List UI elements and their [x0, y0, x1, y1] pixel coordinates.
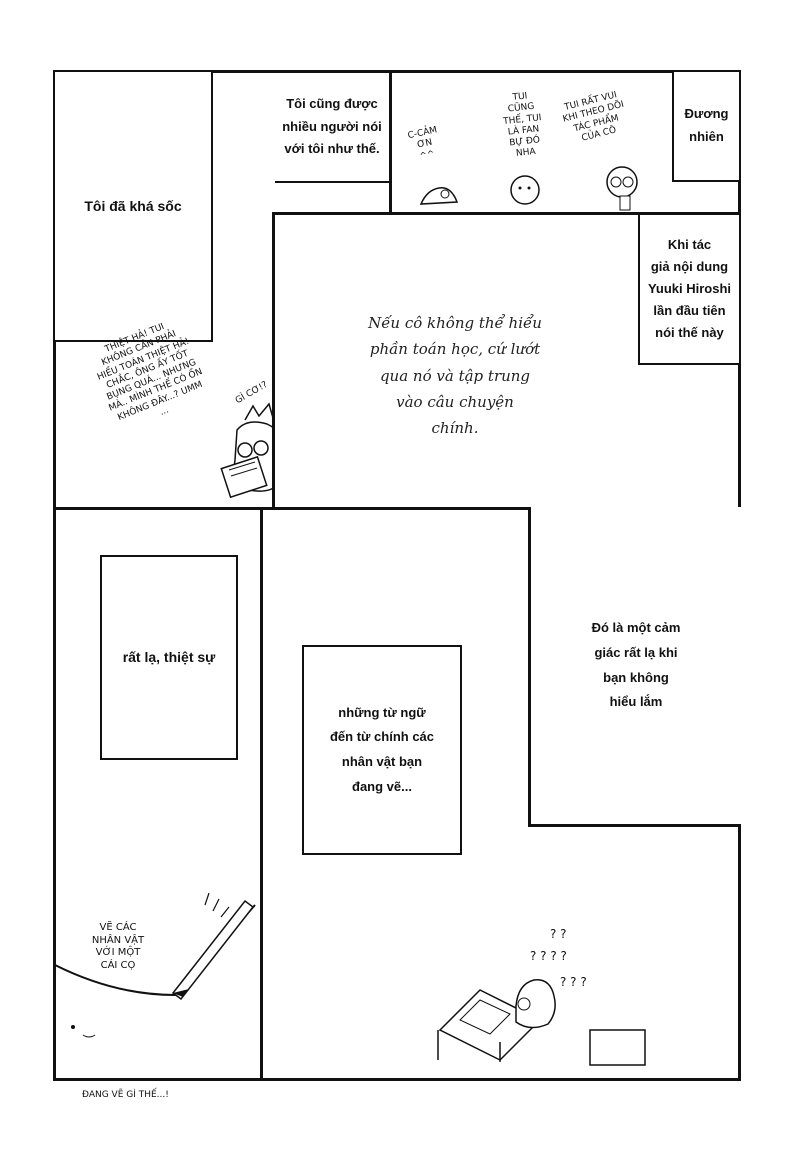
thought-bubble-relief: THIỆT HẢ! TUI KHÔNG CẦN PHẢI HIỂU TOÁN THIỆT HẢ! CHẮC, ÔNG ẤY TỐT BỤNG QUÁ... NHƯNG MÀ.. MÌNH THỂ CÓ ỔN KHÔNG ĐÂY...? UMM ... [95, 321, 205, 423]
svg-text:? ?: ? ? [550, 927, 567, 941]
svg-text:? ? ? ?: ? ? ? ? [530, 949, 567, 963]
caption-box-author-said: Khi tác giả nội dung Yuuki Hiroshi lần đầu tiên nói thế này [638, 215, 739, 365]
narration-math-advice: Nếu cô không thể hiểu phần toán học, cứ lướt qua nó và tập trung vào câu chuyện chính. [368, 314, 542, 437]
caption-box-words-characters: những từ ngữ đến từ chính các nhân vật bạn đang vẽ... [302, 645, 462, 855]
svg-text:? ? ?: ? ? ? [560, 975, 587, 989]
footer-note: ĐANG VẼ GÌ THẾ...! [82, 1090, 169, 1100]
character-glasses [600, 162, 644, 212]
character-small-thanks [415, 180, 465, 210]
caption-box-really-strange: rất lạ, thiệt sự [100, 555, 238, 760]
exclaim-text: GÌ CƠ!? [233, 379, 270, 407]
caption-box-shocked: Tôi đã khá sốc [55, 72, 213, 342]
speech-big-fan: TUI CŨNG THẾ, TUI LÀ FAN BỰ ĐÓ NHA [502, 91, 542, 160]
speech-drawing-brush: VẼ CÁC NHÂN VẬT VỚI MỘT CÁI CỌ [91, 922, 145, 971]
caption-box-strange-feeling: Đó là một cảm giác rất lạ khi bạn không hiểu lắm [528, 507, 741, 827]
caption-box-told-too: Tôi cũng được nhiều người nói với tôi như thế. [275, 73, 389, 183]
drawing-at-desk-illustration [420, 910, 650, 1070]
speech-thanks: C-CẢM ƠN ^^ [406, 125, 439, 162]
brush-drawing [55, 885, 255, 1055]
character-fan [505, 170, 545, 210]
speech-happy-follow: TUI RẤT VUI KHI THEO DÕI TÁC PHẨM CỦA CÔ [561, 90, 626, 144]
caption-box-of-course: Đương nhiên [672, 72, 739, 182]
